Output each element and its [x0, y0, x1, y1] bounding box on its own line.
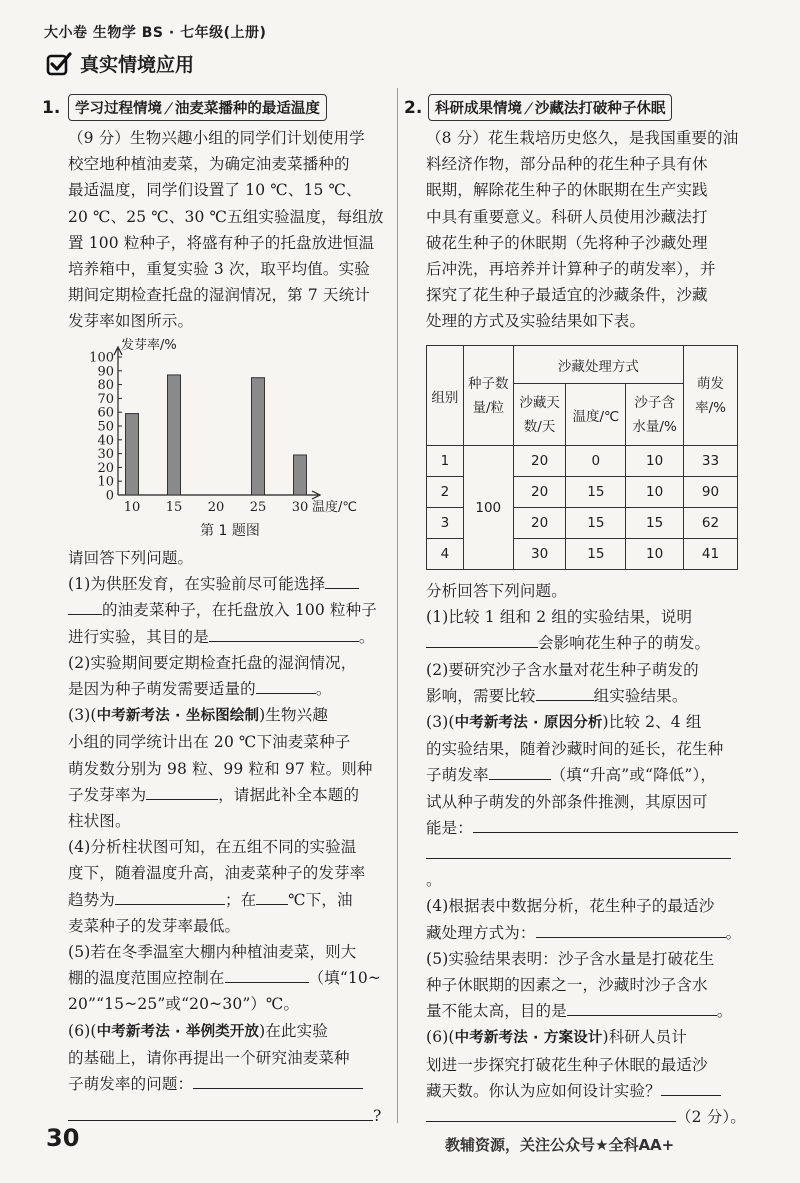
cell-temperature: 15	[566, 508, 626, 539]
section-heading	[46, 50, 194, 77]
q1-tag-type: 学习过程情境	[75, 101, 162, 117]
bar-25	[252, 378, 265, 495]
q1-part2-line2: 是因为种子萌发需要适量的 。	[68, 676, 390, 702]
q2-part2-line1: (2)要研究沙子含水量对花生种子萌发的	[426, 660, 699, 679]
answer-blank[interactable]	[489, 762, 551, 780]
table-row	[427, 446, 738, 477]
cell-days: 30	[513, 539, 566, 570]
cell-water: 15	[626, 508, 684, 539]
q1-part3-line3: 萌发数分别为 98 粒、99 粒和 97 粒。则种	[68, 759, 373, 778]
chart-caption: 第 1 题图	[200, 523, 260, 539]
answer-blank[interactable]	[426, 841, 731, 859]
x-tick-label: 20	[207, 500, 225, 515]
q2-part3-line4: 试从种子萌发的外部条件推测，其原因可	[426, 792, 708, 811]
answer-blank[interactable]	[209, 624, 359, 642]
q2-part6-line3: 藏天数。你认为应如何设计实验？	[426, 1078, 746, 1104]
y-axis-label: 发芽率/%	[121, 338, 177, 353]
q2-part3-line6: 。	[426, 841, 746, 893]
q1-intro-line: 期间定期检查托盘的湿润情况，第 7 天统计	[68, 286, 370, 305]
exam-method-tag: 中考新考法 · 举例类开放	[96, 1023, 260, 1040]
q2-part5-line2: 种子休眠期的因素之一，沙藏时沙子含水	[426, 976, 708, 995]
y-tick-label: 100	[89, 350, 114, 366]
q1-part5-line3: 20”“15~25”或“20~30”）℃。	[68, 995, 300, 1014]
exam-method-tag: 中考新考法 · 原因分析	[454, 715, 603, 732]
page-number: 30	[46, 1124, 80, 1152]
q2-intro-line: 探究了花生种子最适宜的沙藏条件，沙藏	[426, 286, 708, 305]
q2-part3-line2: 的实验结果，随着沙藏时间的延长，花生种	[426, 740, 724, 759]
y-tick-label: 50	[97, 419, 114, 435]
answer-blank[interactable]	[146, 782, 218, 800]
q2-part3-line1: (3)(中考新考法 · 原因分析)比较 2、4 组	[426, 713, 702, 732]
q1-part5-line2: 棚的温度范围应控制在 （填“10~	[68, 965, 390, 991]
y-tick-label: 40	[97, 433, 114, 449]
q2-context-tag: 科研成果情境/沙藏法打破种子休眠	[428, 94, 672, 121]
section-title: 真实情境应用	[80, 54, 195, 76]
q1-part3-line4: 子发芽率为 ，请据此补全本题的	[68, 782, 390, 808]
q2-tag-type: 科研成果情境	[435, 101, 522, 117]
cell-temperature: 15	[566, 477, 626, 508]
q1-intro-line: （9 分）生物兴趣小组的同学们计划使用学	[68, 129, 365, 147]
q2-part6-line4: （2 分）。	[426, 1104, 746, 1130]
x-axis-label: 温度/℃	[312, 500, 357, 515]
answer-blank[interactable]	[225, 965, 309, 983]
cell-group: 4	[427, 539, 464, 570]
q1-part1-line3: 进行实验，其目的是 。	[68, 624, 390, 650]
q2-part3-line5: 能是：	[426, 815, 746, 841]
y-tick-label: 0	[105, 488, 114, 504]
header-water: 沙子含水量/%	[626, 384, 684, 446]
q2-intro-line: 中具有重要意义。科研人员使用沙藏法打	[426, 207, 708, 226]
q2-part1-line2: 会影响花生种子的萌发。	[426, 630, 746, 656]
cell-temperature: 15	[566, 539, 626, 570]
y-tick-label: 20	[97, 460, 114, 476]
q2-questions	[426, 578, 746, 1130]
q2-intro-line: 眠期，解除花生种子的休眠期在生产实践	[426, 181, 708, 200]
q2-part5-line3: 量不能太高，目的是 。	[426, 998, 746, 1024]
x-tick-label: 25	[249, 500, 267, 515]
q1-part6-line3: 子萌发率的问题：	[68, 1071, 390, 1097]
q1-intro-line: 发芽率如图所示。	[68, 312, 194, 331]
answer-blank[interactable]	[115, 887, 225, 905]
answer-blank[interactable]	[426, 1104, 676, 1122]
header-days: 沙藏天数/天	[513, 384, 566, 446]
q1-part4-line4: 麦菜种子的发芽率最低。	[68, 916, 241, 935]
q1-context-tag: 学习过程情境/油麦菜播种的最适温度	[68, 94, 327, 121]
answer-blank[interactable]	[536, 683, 594, 701]
q2-part6-line2: 划进一步探究打破花生种子休眠的最适沙	[426, 1055, 708, 1074]
q2-part4-line2: 藏处理方式为： 。	[426, 920, 746, 946]
answer-blank[interactable]	[256, 676, 316, 694]
q1-intro-line: 校空地种植油麦菜，为确定油麦菜播种的	[68, 155, 350, 174]
cell-temperature: 0	[566, 446, 626, 477]
q1-part6-line2: 的基础上，请你再提出一个研究油麦菜种	[68, 1048, 350, 1067]
q2-number: 2.	[404, 98, 423, 118]
cell-water: 10	[626, 446, 684, 477]
cell-days: 20	[513, 446, 566, 477]
cell-rate: 33	[684, 446, 738, 477]
q2-part4-line1: (4)根据表中数据分析，花生种子的最适沙	[426, 897, 715, 916]
y-tick-label: 70	[97, 391, 114, 407]
answer-blank[interactable]	[325, 571, 359, 589]
bar-10	[126, 414, 139, 495]
answer-blank[interactable]	[193, 1071, 363, 1089]
q1-intro-line: 最适温度，同学们设置了 10 ℃、15 ℃、	[68, 181, 362, 200]
q1-intro-line: 置 100 粒种子，将盛有种子的托盘放进恒温	[68, 233, 375, 252]
answer-blank[interactable]	[567, 998, 717, 1016]
q1-questions	[68, 545, 390, 1129]
q1-part5-line1: (5)若在冬季温室大棚内种植油麦菜，则大	[68, 943, 357, 962]
cell-rate: 90	[684, 477, 738, 508]
answer-blank[interactable]	[536, 920, 726, 938]
bar-15	[168, 375, 181, 495]
q2-intro-line: （8 分）花生栽培历史悠久，是我国重要的油	[426, 129, 739, 147]
q1-part4-line3: 趋势为 ；在 ℃下，油	[68, 887, 390, 913]
q1-part6-line4: ?	[68, 1103, 390, 1129]
exam-method-tag: 中考新考法 · 坐标图绘制	[96, 708, 260, 725]
cell-days: 20	[513, 477, 566, 508]
q2-part5-line1: (5)实验结果表明：沙子含水量是打破花生	[426, 949, 715, 968]
y-tick-label: 80	[97, 378, 114, 394]
header-germination-rate: 萌发率/%	[684, 346, 738, 446]
x-tick-label: 30	[291, 500, 309, 515]
q1-number: 1.	[42, 98, 61, 118]
x-tick-label: 15	[165, 500, 183, 515]
q2-intro-line: 处理的方式及实验结果如下表。	[426, 312, 646, 331]
cell-rate: 62	[684, 508, 738, 539]
q2-intro	[426, 125, 746, 335]
column-divider	[397, 88, 398, 1123]
q1-part1-line2: 的油麦菜种子，在托盘放入 100 粒种子	[68, 597, 390, 623]
q2-part6-line1: (6)(中考新考法 · 方案设计)科研人员计	[426, 1028, 687, 1047]
answer-blank[interactable]	[426, 630, 538, 648]
book-header: 大小卷 生物学 BS · 七年级(上册)	[44, 25, 267, 41]
q2-part3-line3: 子萌发率 （填“升高”或“降低”），	[426, 762, 746, 788]
q1-part1-line1: (1)为供胚发育，在实验前尽可能选择	[68, 571, 390, 597]
cell-days: 20	[513, 508, 566, 539]
cell-seed-count: 100	[463, 446, 513, 570]
q1-part4-line1: (4)分析柱状图可知，在五组不同的实验温	[68, 838, 357, 857]
q1-intro-line: 培养箱中，重复实验 3 次，取平均值。实验	[68, 260, 370, 279]
q1-part3-line5: 柱状图。	[68, 812, 131, 831]
experiment-table	[426, 345, 738, 570]
bar-30	[294, 455, 307, 495]
q1-part3-line1: (3)(中考新考法 · 坐标图绘制)生物兴趣	[68, 706, 328, 725]
header-seed-count: 种子数量/粒	[463, 346, 513, 446]
cell-rate: 41	[684, 539, 738, 570]
answer-blank[interactable]	[256, 887, 288, 905]
y-tick-label: 10	[97, 474, 114, 490]
q1-part2-line1: (2)实验期间要定期检查托盘的湿润情况，	[68, 653, 357, 672]
q1-intro-line: 20 ℃、25 ℃、30 ℃五组实验温度，每组放	[68, 207, 384, 226]
q2-part2-line2: 影响，需要比较 组实验结果。	[426, 683, 746, 709]
cell-water: 10	[626, 539, 684, 570]
q1-part3-line2: 小组的同学统计出在 20 ℃下油麦菜种子	[68, 733, 351, 752]
cell-water: 10	[626, 477, 684, 508]
q1-part4-line2: 度下，随着温度升高，油麦菜种子的发芽率	[68, 864, 366, 883]
cell-group: 3	[427, 508, 464, 539]
q2-intro-line: 后冲洗，再培养并计算种子的萌发率），并	[426, 260, 716, 279]
y-tick-label: 60	[97, 405, 114, 421]
q1-ask: 请回答下列问题。	[68, 549, 194, 567]
exam-method-tag: 中考新考法 · 方案设计	[454, 1030, 603, 1047]
answer-blank[interactable]	[68, 1103, 373, 1121]
q2-tag-topic: 沙藏法打破种子休眠	[534, 101, 666, 117]
q2-intro-line: 料经济作物，部分品种的花生种子具有休	[426, 155, 708, 174]
checkbox-checked-icon	[46, 52, 72, 76]
answer-blank[interactable]	[473, 815, 738, 833]
answer-blank[interactable]	[661, 1078, 721, 1096]
header-group: 组别	[427, 346, 464, 446]
q2-intro-line: 破花生种子的休眠期（先将种子沙藏处理	[426, 233, 708, 252]
q1-part6-line1: (6)(中考新考法 · 举例类开放)在此实验	[68, 1021, 328, 1040]
answer-blank[interactable]	[68, 597, 102, 615]
header-treatment: 沙藏处理方式	[513, 346, 683, 384]
cell-group: 2	[427, 477, 464, 508]
q2-ask: 分析回答下列问题。	[426, 582, 567, 600]
y-tick-label: 90	[97, 364, 114, 380]
y-tick-label: 30	[97, 447, 114, 463]
header-temperature: 温度/℃	[566, 384, 626, 446]
germination-bar-chart	[80, 335, 380, 535]
q1-tag-topic: 油麦菜播种的最适温度	[174, 101, 320, 117]
x-tick-label: 10	[123, 500, 141, 515]
cell-group: 1	[427, 446, 464, 477]
q2-part1-line1: (1)比较 1 组和 2 组的实验结果，说明	[426, 608, 693, 627]
q1-intro	[68, 125, 390, 335]
footer-note: 教辅资源，关注公众号★全科AA+	[445, 1136, 675, 1154]
